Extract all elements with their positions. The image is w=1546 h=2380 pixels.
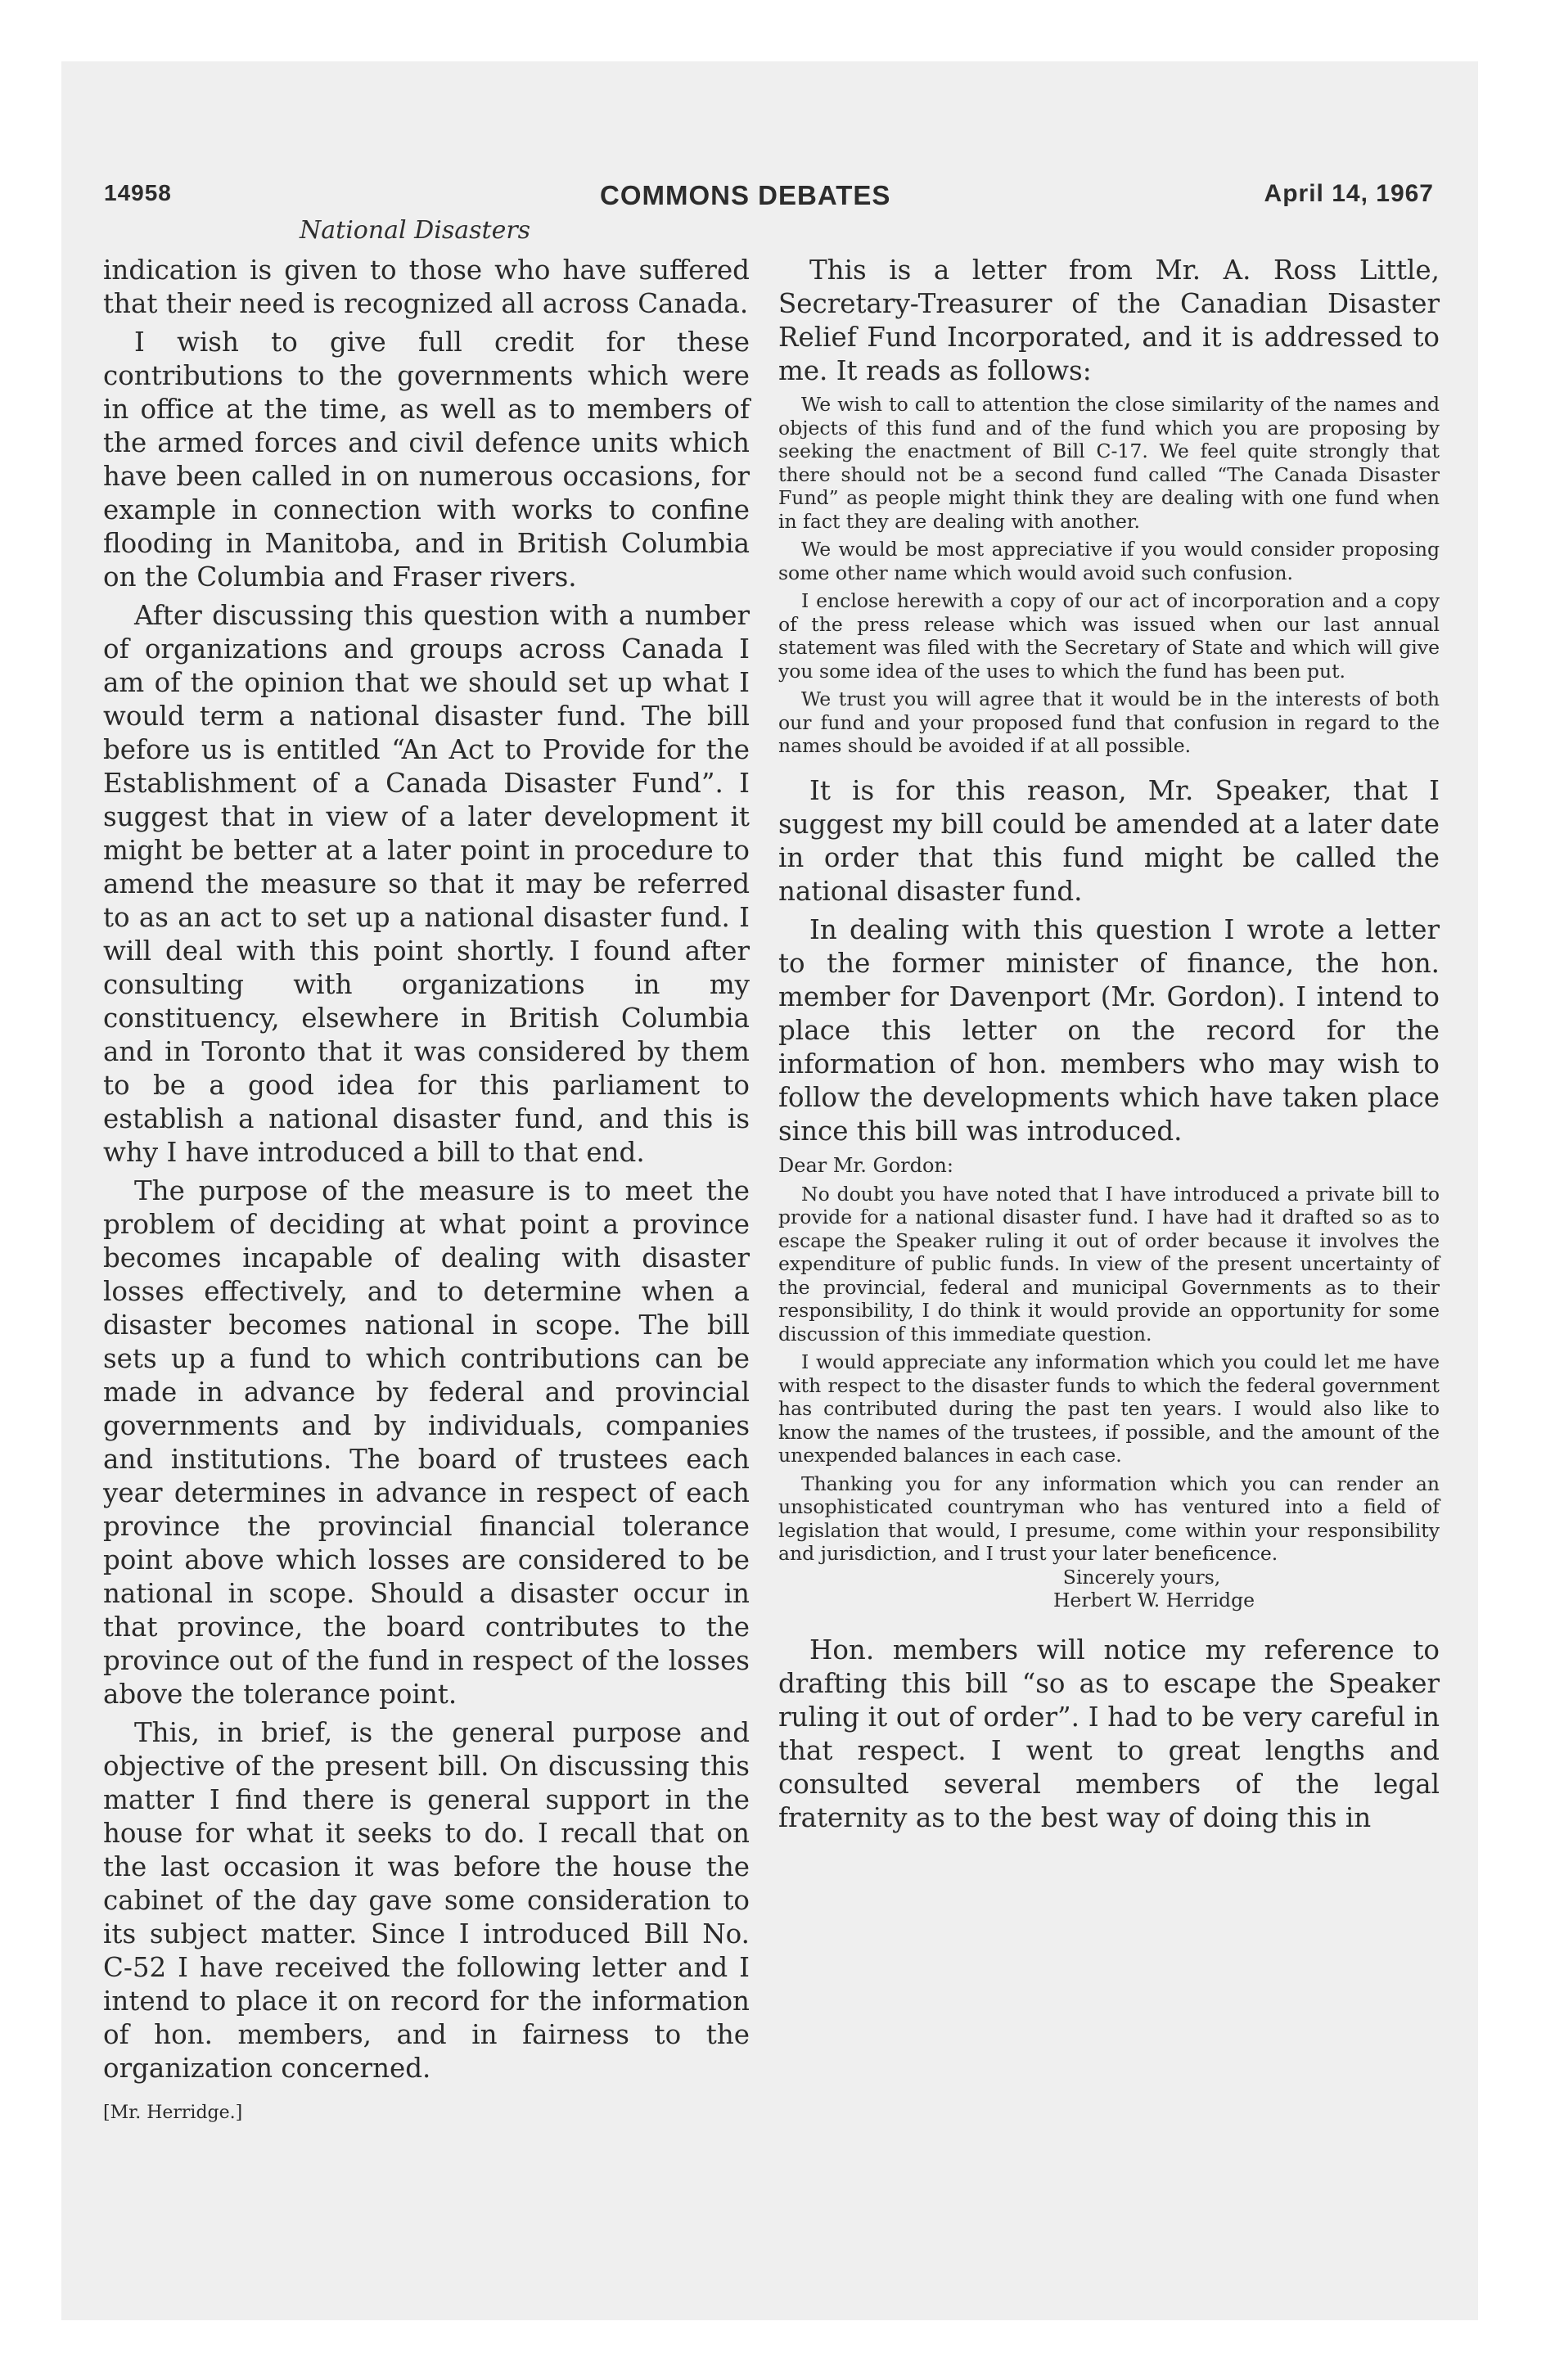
quoted-letter-gordon bbox=[778, 1153, 1440, 1612]
letter-paragraph: We trust you will agree that it would be in the interests of both our fund and your proposed fund that confusion in regard to the names should be avoided if at all possible. bbox=[778, 687, 1440, 757]
speaker-tag: [Mr. Herridge.] bbox=[103, 2103, 243, 2123]
right-intro-paragraph: This is a letter from Mr. A. Ross Little, Secretary-Treasurer of the Canadian Disaster Relief Fund Incorporated, and it is addressed to me. It reads as follows: bbox=[778, 255, 1440, 386]
letter-paragraph: We wish to call to attention the close similarity of the names and objects of this fund and of the fund which you are proposing by seeking the enactment of Bill C-17. We feel quite strongly that there should not be a second fund called “The Canada Disaster Fund” as people might think they are dealing with one fund when in fact they are dealing with another. bbox=[778, 393, 1440, 533]
left-column bbox=[103, 254, 750, 2125]
letter-salutation: Dear Mr. Gordon: bbox=[778, 1153, 953, 1177]
letter-paragraph: We would be most appreciative if you would consider proposing some other name which would avoid such confusion. bbox=[778, 538, 1440, 584]
right-paragraph: It is for this reason, Mr. Speaker, that I suggest my bill could be amended at a later date in order that this fund might be called the national disaster fund. bbox=[778, 774, 1440, 907]
page-number: 14958 bbox=[104, 180, 172, 205]
right-paragraph: Hon. members will notice my reference to drafting this bill “so as to escape the Speaker ruling it out of order”. I had to be very careful in that respect. I went to great lengths and consulted several members of the legal fraternity as to the best way of doing this in bbox=[778, 1634, 1440, 1833]
left-paragraph: This, in brief, is the general purpose and objective of the present bill. On discussing this matter I find there is general support in the house for what it seeks to do. I recall that on the last occasion it was before the house the cabinet of the day gave some consideration to its subject matter. Since I introduced Bill No. C-52 I have received the following letter and I intend to place it on record for the information of hon. members, and in fairness to the organization concerned. bbox=[103, 1717, 750, 2084]
left-paragraph: The purpose of the measure is to meet the problem of deciding at what point a province becomes incapable of dealing with disaster losses effectively, and to determine when a disaster becomes national in scope. The bill sets up a fund to which contributions can be made in advance by federal and provincial governments and by individuals, companies and institutions. The board of trustees each year determines in advance in respect of each province the provincial financial tolerance point above which losses are considered to be national in scope. Should a disaster occur in that province, the board contributes to the province out of the fund in respect of the losses above the tolerance point. bbox=[103, 1175, 750, 1710]
letter-paragraph: I enclose herewith a copy of our act of incorporation and a copy of the press release which was issued when our last annual statement was filed with the Secretary of State and which will give you some idea of the uses to which the fund has been put. bbox=[778, 589, 1440, 683]
page-date: April 14, 1967 bbox=[1264, 180, 1434, 207]
publication-title: COMMONS DEBATES bbox=[600, 180, 891, 210]
letter-paragraph: No doubt you have noted that I have introduced a private bill to provide for a national disaster fund. I have had it drafted so as to escape the Speaker ruling it out of order because it involves the expenditure of public funds. In view of the present uncertainty of the provincial, federal and municipal Governments as to their responsibility, I do think it would provide an opportunity for some discussion of this immediate question. bbox=[778, 1182, 1440, 1346]
left-paragraph: After discussing this question with a number of organizations and groups across Canada I am of the opinion that we should set up what I would term a national disaster fund. The bill before us is entitled “An Act to Provide for the Establishment of a Canada Disaster Fund”. I suggest that in view of a later development it might be better at a later point in procedure to amend the measure so that it may be referred to as an act to set up a national disaster fund. I will deal with this point shortly. I found after consulting with organizations in my constituency, elsewhere in British Columbia and in Toronto that it was considered by them to be a good idea for this parliament to establish a national disaster fund, and this is why I have introduced a bill to that end. bbox=[103, 600, 750, 1168]
page-header bbox=[104, 180, 1434, 221]
letter-closing: Sincerely yours, bbox=[1062, 1565, 1221, 1589]
letter-signature: Herbert W. Herridge bbox=[1052, 1589, 1255, 1611]
letter-paragraph: Thanking you for any information which you can render an unsophisticated countryman who has ventured into a field of legislation that would, I presume, come within your responsibility and jurisdiction, and I trust your later beneficence. bbox=[778, 1472, 1440, 1565]
quoted-letter-little bbox=[778, 393, 1440, 758]
left-paragraph: indication is given to those who have suffered that their need is recognized all across Canada. bbox=[103, 255, 750, 319]
right-column bbox=[778, 254, 1440, 1835]
section-title: National Disasters bbox=[300, 216, 531, 245]
right-paragraph: In dealing with this question I wrote a letter to the former minister of finance, the hon. member for Davenport (Mr. Gordon). I intend to place this letter on the record for the information of hon. members who may wish to follow the developments which have taken place since this bill was introduced. bbox=[778, 913, 1440, 1147]
left-paragraph: I wish to give full credit for these contributions to the governments which were in office at the time, as well as to members of the armed forces and civil defence units which have been called in on numerous occasions, for example in connection with works to confine flooding in Manitoba, and in British Columbia on the Columbia and Fraser rivers. bbox=[103, 327, 750, 593]
letter-paragraph: I would appreciate any information which you could let me have with respect to the disaster funds to which the federal government has contributed during the past ten years. I would also like to know the names of the trustees, if possible, and the amount of the unexpended balances in each case. bbox=[778, 1350, 1440, 1467]
